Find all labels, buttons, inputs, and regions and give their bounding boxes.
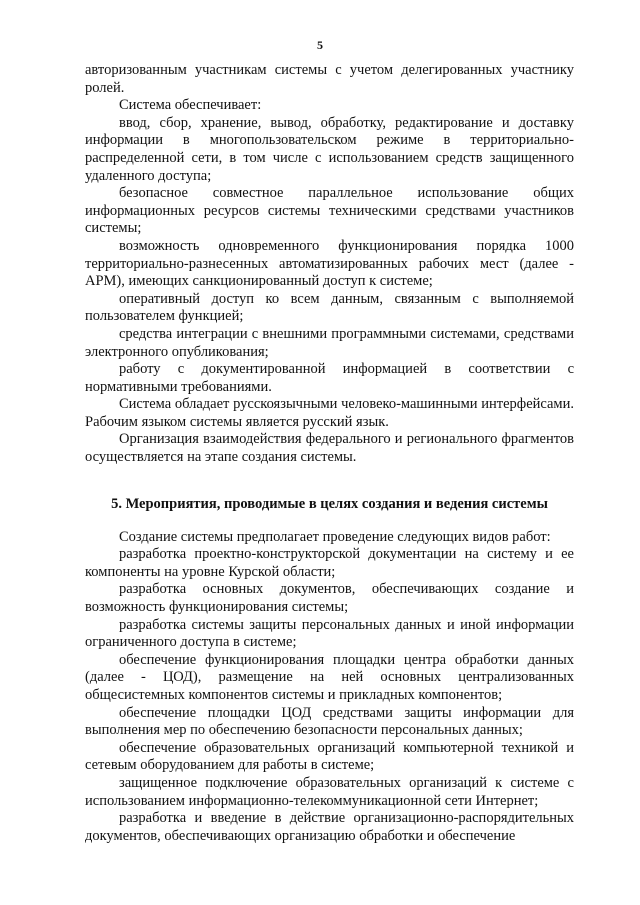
list-item: ввод, сбор, хранение, вывод, обработку, редактирование и доставку информации в многопользовательском режиме в территориально-распределенной сети, в том числе с использованием средств защищенного удаленного доступа;	[85, 114, 574, 184]
list-item: обеспечение функционирования площадки центра обработки данных (далее - ЦОД), размещение на ней основных централизованных общесистемных компонентов системы и прикладных компонентов;	[85, 651, 574, 703]
paragraph-intro-continuation: авторизованным участникам системы с учетом делегированных участнику ролей.	[85, 62, 574, 96]
list-item: средства интеграции с внешними программными системами, средствами электронного опубликования;	[85, 325, 574, 360]
list-item: обеспечение площадки ЦОД средствами защиты информации для выполнения мер по обеспечению безопасности персональных данных;	[85, 704, 574, 739]
paragraph-language: Система обладает русскоязычными человеко-машинными интерфейсами. Рабочим языком системы является русский язык.	[85, 396, 574, 430]
list-item: разработка и введение в действие организационно-распорядительных документов, обеспечивающих организацию обработки и обеспечение	[85, 810, 574, 844]
list-item: обеспечение образовательных организаций компьютерной техникой и сетевым оборудованием для работы в системе;	[85, 739, 574, 774]
list-item: разработка проектно-конструкторской документации на систему и ее компоненты на уровне Курской области;	[85, 546, 574, 580]
document-body	[85, 62, 574, 845]
section-heading: 5. Мероприятия, проводимые в целях создания и ведения системы	[111, 495, 548, 512]
paragraph-organization: Организация взаимодействия федерального и регионального фрагментов осуществляется на этапе создания системы.	[85, 431, 574, 466]
list-item: разработка основных документов, обеспечивающих создание и возможность функционирования системы;	[85, 581, 574, 616]
paragraph-system-provides: Система обеспечивает:	[119, 97, 262, 114]
page-number: 5	[317, 38, 323, 52]
list-item: защищенное подключение образовательных организаций к системе с использованием информационно-телекоммуникационной сети Интернет;	[85, 774, 574, 809]
list-item: возможность одновременного функционирования порядка 1000 территориально-разнесенных автоматизированных рабочих мест (далее - АРМ), имеющих санкционированный доступ к системе;	[85, 237, 574, 290]
paragraph-section5-intro: Создание системы предполагает проведение следующих видов работ:	[119, 528, 551, 545]
list-item: разработка системы защиты персональных данных и иной информации ограниченного доступа в системе;	[85, 616, 574, 651]
list-item: безопасное совместное параллельное использование общих информационных ресурсов системы техническими средствами участников системы;	[85, 185, 574, 237]
list-item: работу с документированной информацией в соответствии с нормативными требованиями.	[85, 361, 574, 395]
list-item: оперативный доступ ко всем данным, связанным с выполняемой пользователем функцией;	[85, 290, 574, 325]
